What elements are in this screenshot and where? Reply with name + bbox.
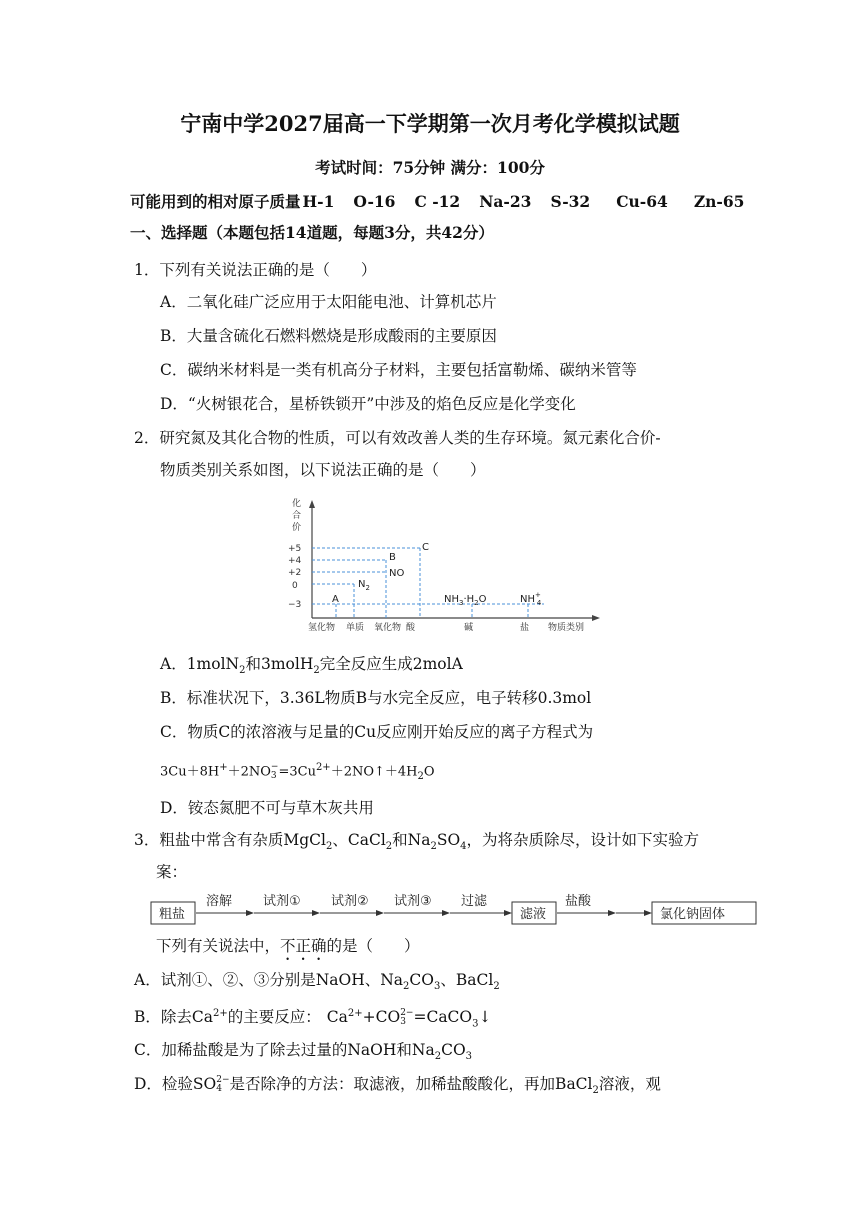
x-tick-hydride: 氢化物 <box>308 623 336 633</box>
process-flowchart <box>150 892 760 932</box>
atomic-masses <box>130 192 763 212</box>
section-heading: 一、选择题（本题包括14道题，每题3分，共42分） <box>130 223 494 242</box>
q3-option-d: D．检验SO 2− 4 是否除净的方法：取滤液，加稀盐酸酸化，再加BaCl$_2$溶液，观 <box>134 1075 661 1097</box>
q3-option-c: C．加稀盐酸是为了除去过量的NaOH和$Na_2CO_3$ <box>134 1041 473 1063</box>
mass-zn: Zn-65 <box>693 192 745 211</box>
q2-option-b: B．标准状况下，3.36L物质B与水完全反应，电子转移0.3mol <box>160 689 592 707</box>
y-tick-4: +4 <box>288 556 302 566</box>
y-tick-2: +2 <box>288 568 302 578</box>
y-tick-m3: −3 <box>288 600 302 610</box>
exam-info: 考试时间：75分钟 满分：100分 <box>315 158 545 177</box>
box-nacl-solid-label: 氯化钠固体 <box>660 907 726 922</box>
q2-stem-line1: 2．研究氮及其化合物的性质，可以有效改善人类的生存环境。氮元素化合价- <box>134 429 661 447</box>
step-reagent-2: 试剂② <box>331 894 369 909</box>
q1-stem: 1．下列有关说法正确的是（ ） <box>134 261 377 279</box>
x-arrow-icon <box>592 615 600 621</box>
q1-option-a: A．二氧化硅广泛应用于太阳能电池、计算机芯片 <box>160 293 497 311</box>
y-title-1: 化 <box>292 499 302 509</box>
q1-option-d: D．“火树银花合，星桥铁锁开”中涉及的焰色反应是化学变化 <box>160 395 576 413</box>
mass-cu: Cu-64 <box>616 192 668 211</box>
q3-stem-line2: 案： <box>156 863 188 881</box>
q1-option-c: C．碳纳米材料是一类有机高分子材料，主要包括富勒烯、碳纳米管等 <box>160 361 637 379</box>
mass-s: S-32 <box>550 192 591 211</box>
q1-option-b: B．大量含硫化石燃料燃烧是形成酸雨的主要原因 <box>160 327 497 345</box>
box-filtrate-label: 滤液 <box>520 907 547 922</box>
x-tick-salt: 盐 <box>520 623 530 633</box>
valence-chart <box>282 494 602 640</box>
label-a: A <box>332 594 339 605</box>
emphasis-not-correct: 不正确 <box>280 937 327 955</box>
mass-na: Na-23 <box>479 192 532 211</box>
q3-option-a: A．试剂①、②、③分别是NaOH、$Na_2CO_3$、BaCl$_2$ <box>134 971 500 993</box>
q3-option-b: B．除去$Ca^{2+}$的主要反应： $Ca^{2+}+CO$ 2− 3 =CaCO$_3$↓ <box>134 1008 492 1030</box>
q2-option-d: D．铵态氮肥不可与草木灰共用 <box>160 799 374 817</box>
page-title: 宁南中学2027届高一下学期第一次月考化学模拟试题 <box>180 111 680 136</box>
ionic-equation: 3Cu＋8H+＋2NO − 3 $=3Cu^{2+}+2NO↑+4H_2O$ <box>160 761 435 782</box>
y-title-3: 价 <box>292 523 302 533</box>
masses-label: 可能用到的相对原子质量 <box>130 192 301 211</box>
q3-stem-line1: 3．粗盐中常含有杂质MgCl$_2$、CaCl$_2$和$Na_2SO_4$，为将杂质除尽，设计如下实验方 <box>134 831 700 853</box>
step-hydrochloric-acid: 盐酸 <box>565 894 592 909</box>
step-reagent-3: 试剂③ <box>394 894 432 909</box>
step-filter: 过滤 <box>461 894 488 909</box>
y-tick-0: 0 <box>292 581 298 591</box>
x-axis-title: 物质类别 <box>548 623 585 633</box>
step-dissolve: 溶解 <box>206 894 233 909</box>
y-tick-5: +5 <box>288 544 302 554</box>
label-no: NO <box>389 568 405 579</box>
step-reagent-1: 试剂① <box>263 894 301 909</box>
q2-stem-line2: 物质类别关系如图，以下说法正确的是（ ） <box>160 461 486 479</box>
label-n2: $N_2$ <box>358 579 370 592</box>
label-b: B <box>389 552 396 563</box>
x-tick-base: 碱 <box>464 623 474 633</box>
x-tick-element: 单质 <box>346 623 365 633</box>
mass-o: O-16 <box>353 192 396 211</box>
x-tick-oxide: 氧化物 <box>374 623 402 633</box>
mass-c: C -12 <box>414 192 461 211</box>
label-c: C <box>422 542 429 553</box>
box-crude-salt-label: 粗盐 <box>159 907 186 922</box>
q2-option-a: A．1molN$_2$和3molH$_2$完全反应生成2molA <box>160 655 463 677</box>
label-nh3-h2o: $NH_3\cdot H_2O$ <box>444 594 487 607</box>
y-arrow-icon <box>309 500 315 508</box>
chart-guides <box>312 548 544 618</box>
q3-question: 下列有关说法中，不正确的是（ ） <box>156 937 420 955</box>
x-tick-acid: 酸 <box>406 623 416 633</box>
label-nh4: NH+ 4 <box>520 591 542 607</box>
y-title-2: 合 <box>292 511 302 521</box>
mass-h: H-1 <box>302 192 335 211</box>
q2-option-c: C．物质C的浓溶液与足量的Cu反应刚开始反应的离子方程式为 <box>160 723 594 741</box>
